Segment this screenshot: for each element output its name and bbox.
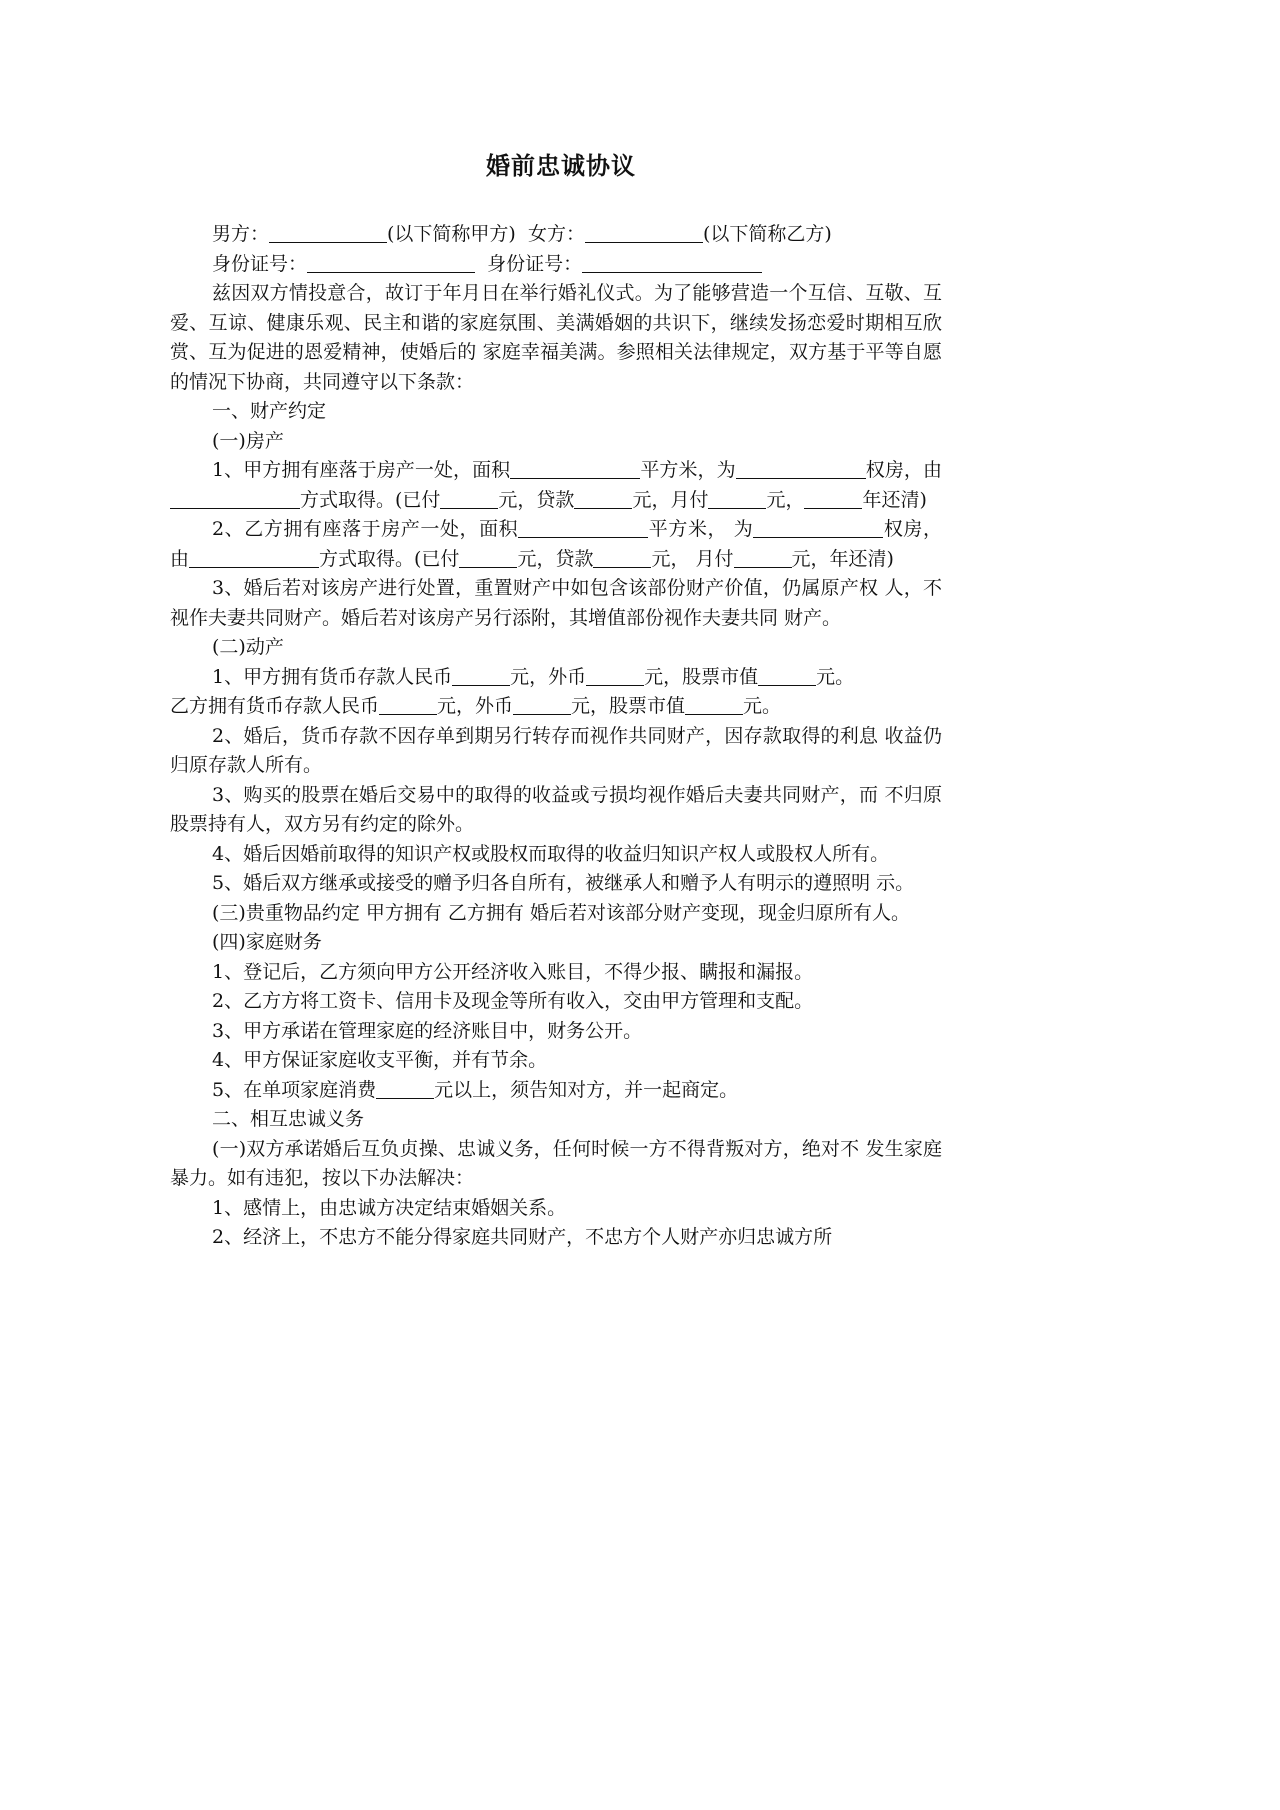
id-label-male: 身份证号： xyxy=(212,252,308,275)
stock-blank xyxy=(758,665,816,686)
text: 方式取得。(已付 xyxy=(300,488,441,511)
rmb-blank xyxy=(452,665,510,686)
text: 1、甲方拥有座落于房产一处，面积 xyxy=(212,459,511,481)
text: 元，外币 xyxy=(510,665,587,688)
text: 元，外币 xyxy=(437,695,514,717)
text: 元，贷款 xyxy=(498,488,575,511)
id-label-female: 身份证号： xyxy=(487,252,583,275)
document-title: 婚前忠诚协议 xyxy=(486,151,636,180)
text: 元以上，须告知对方，并一起商定。 xyxy=(434,1078,739,1101)
finance-item-2: 2、乙方方将工资卡、信用卡及现金等所有收入，交由甲方管理和支配。 xyxy=(212,990,814,1012)
male-id-blank xyxy=(307,252,475,273)
text: 方式取得。(已付 xyxy=(319,547,460,570)
foreign-blank xyxy=(513,694,571,715)
text: 权房，由 xyxy=(865,459,942,481)
finance-item-5 xyxy=(170,1076,942,1106)
years-blank xyxy=(804,488,862,509)
text: 平方米， 为 xyxy=(648,518,754,540)
id-line xyxy=(170,250,942,280)
male-suffix: (以下简称甲方) xyxy=(387,223,516,245)
female-label: 女方： xyxy=(527,223,585,245)
amount-blank xyxy=(376,1078,434,1099)
stock-blank xyxy=(685,694,743,715)
right-type-blank xyxy=(736,458,866,479)
text: 元，股票市值 xyxy=(644,665,759,688)
loyalty-item-1: 1、感情上，由忠诚方决定结束婚姻关系。 xyxy=(212,1196,567,1219)
finance-item-4: 4、甲方保证家庭收支平衡，并有节余。 xyxy=(212,1049,548,1071)
sub1-heading: (一)房产 xyxy=(212,429,284,452)
text: 元。 xyxy=(816,665,855,688)
text: 1、甲方拥有货币存款人民币 xyxy=(212,665,453,688)
loan-blank xyxy=(574,488,632,509)
text: 2、乙方拥有座落于房产一处，面积 xyxy=(212,518,519,540)
text: 元，股票市值 xyxy=(571,695,686,717)
property-item-3: 3、婚后若对该房产进行处置，重置财产中如包含该部份财产价值，仍属原产权 人，不视作夫妻共同财产。婚后若对该房产另行添附，其增值部份视作夫妻共同 财产。 xyxy=(170,577,942,629)
movable-item-3: 3、购买的股票在婚后交易中的取得的收益或亏损均视作婚后夫妻共同财产，而 不归原股票持有人，双方另有约定的除外。 xyxy=(170,783,942,835)
area-blank xyxy=(510,458,640,479)
method-blank xyxy=(189,547,319,568)
text: 元， xyxy=(766,488,805,511)
rmb-blank xyxy=(379,694,437,715)
text: 5、在单项家庭消费 xyxy=(212,1078,377,1101)
male-name-blank xyxy=(269,222,387,243)
male-label: 男方： xyxy=(212,223,270,245)
text: 元，年还清) xyxy=(791,547,894,570)
finance-item-1: 1、登记后，乙方须向甲方公开经济收入账目，不得少报、瞒报和漏报。 xyxy=(212,960,814,983)
paid-blank xyxy=(440,488,498,509)
sub4-heading: (四)家庭财务 xyxy=(212,931,322,953)
movable-item-1-cont xyxy=(170,692,942,722)
female-name-blank xyxy=(585,222,703,243)
loan-blank xyxy=(593,547,651,568)
section1-heading: 一、财产约定 xyxy=(212,400,327,422)
sub2-heading: (二)动产 xyxy=(212,636,284,658)
text: 年还清) xyxy=(862,488,927,511)
area-blank xyxy=(518,517,648,538)
text: 乙方拥有货币存款人民币 xyxy=(170,695,380,717)
text: 元，月付 xyxy=(632,488,709,511)
movable-item-2: 2、婚后，货币存款不因存单到期另行转存而视作共同财产，因存款取得的利息 收益仍归原存款人所有。 xyxy=(170,724,942,776)
parties-line xyxy=(170,220,942,250)
paid-blank xyxy=(459,547,517,568)
movable-item-1 xyxy=(170,663,942,693)
right-type-blank xyxy=(753,517,883,538)
movable-item-5: 5、婚后双方继承或接受的赠予归各自所有，被继承人和赠予人有明示的遵照明 示。 xyxy=(212,872,915,894)
text: 平方米，为 xyxy=(640,459,736,481)
section2-heading: 二、相互忠诚义务 xyxy=(212,1108,365,1130)
sub3-valuables: (三)贵重物品约定 甲方拥有 乙方拥有 婚后若对该部分财产变现，现金归原所有人。 xyxy=(212,901,910,924)
property-item-1 xyxy=(170,456,942,515)
text: 权房，由 xyxy=(170,518,942,570)
loyalty-item-2: 2、经济上，不忠方不能分得家庭共同财产，不忠方个人财产亦归忠诚方所 xyxy=(212,1226,833,1248)
female-id-blank xyxy=(582,252,762,273)
movable-item-4: 4、婚后因婚前取得的知识产权或股权而取得的收益归知识产权人或股权人所有。 xyxy=(212,842,890,865)
text: 元，贷款 xyxy=(517,547,594,570)
document-body xyxy=(170,220,942,1253)
monthly-blank xyxy=(708,488,766,509)
loyalty-sub1: (一)双方承诺婚后互负贞操、忠诚义务，任何时候一方不得背叛对方，绝对不 发生家庭暴力。如有违犯，按以下办法解决： xyxy=(170,1137,942,1189)
foreign-blank xyxy=(586,665,644,686)
female-suffix: (以下简称乙方) xyxy=(702,223,832,245)
finance-item-3: 3、甲方承诺在管理家庭的经济账目中，财务公开。 xyxy=(212,1019,643,1042)
text: 元， 月付 xyxy=(651,547,734,570)
monthly-blank xyxy=(734,547,792,568)
preamble: 兹因双方情投意合，故订于年月日在举行婚礼仪式。为了能够营造一个互信、互敬、互爱、互谅、健康乐观、民主和谐的家庭氛围、美满婚姻的共识下，继续发扬恋爱时期相互欣赏、互为促进的恩爱精神，使婚后的 家庭幸福美满。参照相关法律规定，双方基于平等自愿的情况下协商，共同遵守以下条款： xyxy=(170,282,942,393)
property-item-2 xyxy=(170,515,942,574)
text: 元。 xyxy=(743,695,782,717)
method-blank xyxy=(170,488,300,509)
